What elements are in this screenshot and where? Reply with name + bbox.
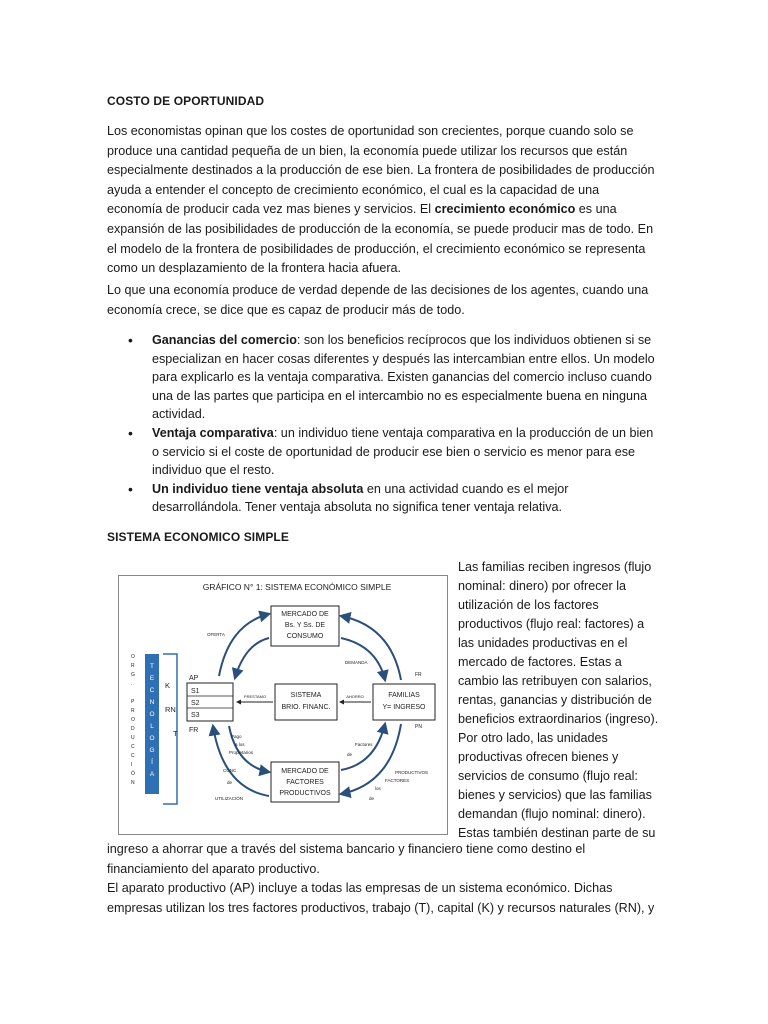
conc-label: CONC xyxy=(223,768,237,773)
flow-arrow-oferta xyxy=(219,614,269,676)
svg-text:O: O xyxy=(149,711,155,718)
svg-text:BRIO. FINANC.: BRIO. FINANC. xyxy=(281,704,331,711)
svg-text:C: C xyxy=(131,753,135,759)
bullet-icon: • xyxy=(128,332,133,348)
svg-text:C: C xyxy=(131,744,135,750)
list-item: • Un individuo tiene ventaja absoluta en una actividad cuando es el mejor desarrollándola. Tener ventaja absoluta no significa tener ventaja relativa. xyxy=(128,480,569,515)
list-item: • Ganancias del comercio: son los beneficios recíprocos que los individuos obtienen si se especializan en hacer cosas diferentes y después las intercambian entre ellos. Un modelo para explicarlo es la ventaja comparativa. Existen ganancias del comercio incluso cuando una de las partes que participa en el intercambio no es especialmente buena en ninguna actividad. xyxy=(128,332,655,422)
para1-text: Los economistas opinan que los costes de oportunidad son crecientes, porque cuando solo se produce una cantidad pequeña de un bien, la economía puede utilizar los recursos que están especialmente destinados a la producción de ese bien. La frontera de posibilidades de producción ayuda a entender el concepto de crecimiento económico, el cual es la capacidad de una economía de producir cada vez mas bienes y servicios. El xyxy=(107,124,655,217)
alos-label: a los xyxy=(235,742,245,747)
svg-text:I: I xyxy=(131,762,133,768)
svg-text:O: O xyxy=(131,717,135,723)
svg-text:O: O xyxy=(131,654,135,660)
svg-text:N: N xyxy=(131,780,135,786)
diagram-svg xyxy=(119,576,447,834)
flow-arrow-inner-top-right xyxy=(341,638,385,680)
paragraph-flow-description: Las familias reciben ingresos (flujo nominal: dinero) por ofrecer la utilización de los factores productivos (flujo real: factores) a las unidades productivas en el mercado de factores. Estas a cambio las retribuyen con salarios, rentas, ganancias y distribución de beneficios extraordinarios (ingreso). Por otro lado, las unidades productivas ofrecen bienes y servicios de consumo (flujo real: bienes y servicios) que las familias demandan (flujo nominal: dinero). Estas también destinan parte de su xyxy=(458,560,659,840)
ahorro-label: AHORRO xyxy=(346,694,364,699)
flow-arrow-productivos xyxy=(341,724,401,794)
pn-label: PN xyxy=(415,724,422,730)
financial-system-box xyxy=(275,684,337,720)
svg-text:E: E xyxy=(149,675,155,682)
propietarios-label: Propietarios xyxy=(229,750,254,755)
svg-text:L: L xyxy=(150,723,154,730)
de2-label: de xyxy=(227,780,233,785)
svg-text:MERCADO DE: MERCADO DE xyxy=(281,768,329,775)
los-label: los xyxy=(375,786,381,791)
prestamo-label: PRESTAMO xyxy=(243,694,267,699)
svg-text:SISTEMA: SISTEMA xyxy=(290,692,322,699)
utilizacion-label: UTILIZACIÓN xyxy=(215,796,244,801)
fr-label-left: FR xyxy=(189,727,199,734)
svg-text:PRODUCTIVOS: PRODUCTIVOS xyxy=(279,790,331,797)
paragraph-costo-intro xyxy=(107,122,655,279)
productivos-label: PRODUCTIVOS xyxy=(395,770,429,775)
oferta-label: OFERTA xyxy=(207,632,225,637)
s3-label: S3 xyxy=(191,712,200,719)
svg-text:MERCADO DE: MERCADO DE xyxy=(281,611,329,618)
svg-text:.: . xyxy=(131,681,133,687)
svg-text:Bs. Y Ss. DE: Bs. Y Ss. DE xyxy=(284,622,326,629)
svg-text:G: G xyxy=(149,747,155,754)
k-label: K xyxy=(165,681,171,690)
svg-text:P: P xyxy=(131,699,135,705)
ap-label: AP xyxy=(189,675,199,682)
org-produccion-label xyxy=(131,654,135,786)
s2-label: S2 xyxy=(191,700,200,707)
diagram-title: GRÁFICO N° 1: SISTEMA ECONÓMICO SIMPLE xyxy=(202,582,392,592)
svg-text:U: U xyxy=(131,735,135,741)
para1-text-end: es una expansión de las posibilidades de producción de la economía, se puede producir mas de todo. En el modelo de la frontera de posibilidades de producción, el crecimiento económico se representa como un desplazamiento de la frontera hacia afuera. xyxy=(107,202,654,276)
paragraph-agents: Lo que una economía produce de verdad depende de las decisiones de los agentes, cuando una economía crece, se dice que es capaz de producir más de todo. xyxy=(107,283,649,317)
flow-arrow-inner-bottom-left xyxy=(229,726,269,772)
de3-label: de xyxy=(369,796,375,801)
s1-label: S1 xyxy=(191,688,200,695)
list-item: • Ventaja comparativa: un individuo tiene ventaja comparativa en la producción de un bien o servicio si el coste de oportunidad de producir ese bien o servicio es menor para ese individuo que el resto. xyxy=(128,424,654,478)
bullet-icon: • xyxy=(128,424,133,441)
svg-text:G: G xyxy=(131,672,135,678)
svg-text:CONSUMO: CONSUMO xyxy=(286,633,324,640)
bullet-icon: • xyxy=(128,480,133,497)
svg-text:R: R xyxy=(131,663,135,669)
para1-bold: crecimiento económico xyxy=(434,202,576,217)
svg-text:Y= INGRESO: Y= INGRESO xyxy=(382,704,426,711)
factores-label: Factores xyxy=(355,742,373,747)
paragraph-productive-apparatus: El aparato productivo (AP) incluye a todas las empresas de un sistema económico. Dichas empresas utilizan los tres factores productivos, trabajo (T), capital (K) y recursos naturales (RN), y xyxy=(107,881,655,915)
svg-text:C: C xyxy=(149,687,155,694)
economic-system-diagram xyxy=(118,575,448,835)
svg-text:A: A xyxy=(149,771,155,778)
svg-text:R: R xyxy=(131,708,135,714)
concept-list xyxy=(128,331,660,517)
svg-text:Í: Í xyxy=(151,759,153,766)
factores2-label: FACTORES xyxy=(385,778,410,783)
rn-label: RN xyxy=(165,705,176,714)
svg-text:FAMILIAS: FAMILIAS xyxy=(388,692,420,699)
fr-label-right: FR xyxy=(415,672,422,678)
t-label: T xyxy=(173,729,178,738)
svg-text:O: O xyxy=(149,735,155,742)
demanda-label: DEMANDA xyxy=(345,660,368,665)
section-title-sistema: SISTEMA ECONOMICO SIMPLE xyxy=(107,530,289,544)
de-label: de xyxy=(347,752,353,757)
svg-text:Ó: Ó xyxy=(131,771,135,777)
flow-arrow-inner-top-left xyxy=(235,638,269,678)
svg-text:FACTORES: FACTORES xyxy=(286,779,324,786)
pago-label: Pago xyxy=(231,734,242,739)
flow-arrow-inner-bottom-right xyxy=(341,724,385,770)
flow-arrow-demanda xyxy=(341,616,401,680)
section-title-costo: COSTO DE OPORTUNIDAD xyxy=(107,94,265,108)
families-box xyxy=(373,684,435,720)
svg-text:D: D xyxy=(131,726,135,732)
svg-text:T: T xyxy=(150,663,154,670)
paragraph-savings: ingreso a ahorrar que a través del sistema bancario y financiero tiene como destino el financiamiento del aparato productivo. xyxy=(107,842,586,876)
svg-text:N: N xyxy=(149,699,155,706)
